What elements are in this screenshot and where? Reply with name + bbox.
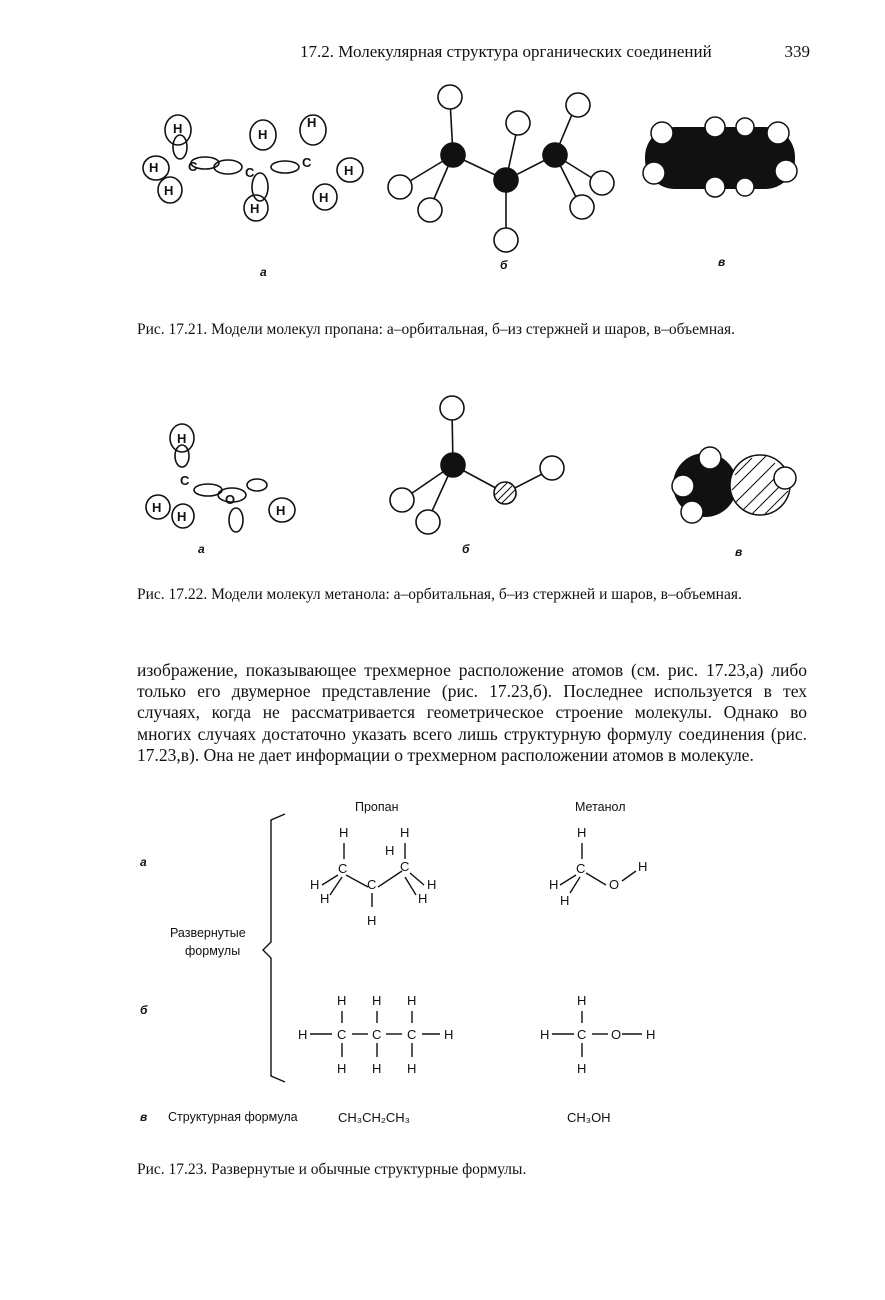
atom-h: H (400, 825, 410, 840)
atom-h: H (549, 877, 559, 892)
atom-h: H (319, 190, 329, 205)
fig-17-21 (130, 75, 820, 275)
fig22-caption-text: Модели молекул метанола: а–орбитальная, б–из стержней и шаров, в–объемная. (211, 586, 742, 603)
atom-h: H (258, 127, 268, 142)
atom-c: C (337, 1027, 347, 1042)
fig22-label-b: б (462, 542, 470, 556)
propane-ball-stick-model (388, 85, 614, 252)
atom-h: H (638, 859, 648, 874)
fig23-caption: Рис. 17.23. Развернутые и обычные структурные формулы. (137, 1161, 527, 1178)
atom-c: C (180, 473, 190, 488)
fig21-label-v: в (718, 255, 726, 269)
fig21-caption (137, 320, 807, 339)
fig-17-22 (130, 390, 820, 550)
atom-h: H (407, 1061, 417, 1076)
brace-label-line1: Развернутые (170, 926, 246, 940)
atom-h: H (320, 891, 330, 906)
fig21-label-b: б (500, 258, 508, 272)
atom-h: H (337, 1061, 347, 1076)
atom-h: H (540, 1027, 550, 1042)
methanol-structural-formula: CH₃OH (567, 1110, 611, 1125)
atom-h: H (152, 500, 162, 515)
atom-h: H (577, 1061, 587, 1076)
atom-h: H (577, 993, 587, 1008)
fig21-caption-number: Рис. 17.21. (137, 321, 208, 338)
curly-brace (255, 812, 295, 1084)
atom-h: H (173, 121, 183, 136)
atom-h: H (560, 893, 570, 908)
brace-label-line2: формулы (185, 944, 241, 958)
atom-h: H (372, 1061, 382, 1076)
atom-c: C (372, 1027, 382, 1042)
atom-h: H (577, 825, 587, 840)
atom-h: H (177, 509, 187, 524)
fig21-caption-text: Модели молекул пропана: а–орбитальная, б–из стержней и шаров, в–объемная. (211, 321, 735, 338)
atom-c: C (577, 1027, 587, 1042)
row-label-a: а (140, 855, 147, 869)
atom-c: C (302, 155, 312, 170)
atom-o: O (611, 1027, 622, 1042)
structural-formula-label: Структурная формула (168, 1110, 298, 1124)
atom-c: C (576, 861, 586, 876)
fig22-label-a: а (198, 542, 205, 556)
atom-h: H (418, 891, 428, 906)
atom-h: H (177, 431, 187, 446)
atom-c: C (338, 861, 348, 876)
atom-h: H (298, 1027, 308, 1042)
atom-h: H (444, 1027, 454, 1042)
atom-h: H (344, 163, 354, 178)
atom-o: O (225, 492, 236, 507)
row-label-b: б (140, 1003, 148, 1017)
methanol-space-filling-model (672, 447, 796, 523)
atom-h: H (646, 1027, 656, 1042)
atom-h: H (407, 993, 417, 1008)
atom-h: H (310, 877, 320, 892)
atom-c: C (188, 159, 198, 174)
atom-h: H (427, 877, 437, 892)
atom-c: C (400, 859, 410, 874)
atom-h: H (276, 503, 286, 518)
fig22-caption-number: Рис. 17.22. (137, 586, 208, 603)
atom-h: H (164, 183, 174, 198)
fig21-label-a: а (260, 265, 267, 279)
column-header-propane: Пропан (355, 800, 399, 814)
propane-space-filling-model (643, 117, 797, 197)
running-header (300, 42, 810, 62)
row-label-v: в (140, 1110, 148, 1124)
atom-h: H (250, 201, 260, 216)
atom-c: C (245, 165, 255, 180)
atom-o: O (609, 877, 620, 892)
atom-h: H (307, 115, 317, 130)
atom-h: H (367, 913, 377, 928)
atom-h: H (372, 993, 382, 1008)
body-paragraph: изображение, показывающее трехмерное расположение атомов (см. рис. 17.23,а) либо только его двумерное представление (рис. 17.23,б). Последнее используется в тех случаях, когда не рассматривается геометрическое строение молекулы. Однако во многих случаях достаточно указать всего лишь структурную формулу соединения (рис. 17.23,в). Она не дает информации о трехмерном расположении атомов в молекуле. (137, 660, 807, 765)
section-title: 17.2. Молекулярная структура органических соединений (300, 42, 712, 61)
atom-h: H (149, 160, 159, 175)
atom-h: H (385, 843, 395, 858)
page-number: 339 (784, 42, 810, 61)
atom-h: H (337, 993, 347, 1008)
methanol-orbital-model (146, 424, 295, 532)
propane-structural-formula: CH₃CH₂CH₃ (338, 1110, 410, 1125)
atom-c: C (367, 877, 377, 892)
methanol-ball-stick-model (390, 396, 564, 534)
fig22-caption (137, 585, 807, 604)
column-header-methanol: Метанол (575, 800, 626, 814)
atom-c: C (407, 1027, 417, 1042)
fig22-label-v: в (735, 545, 743, 559)
fig-17-23-formulas (290, 815, 710, 1085)
atom-h: H (339, 825, 349, 840)
